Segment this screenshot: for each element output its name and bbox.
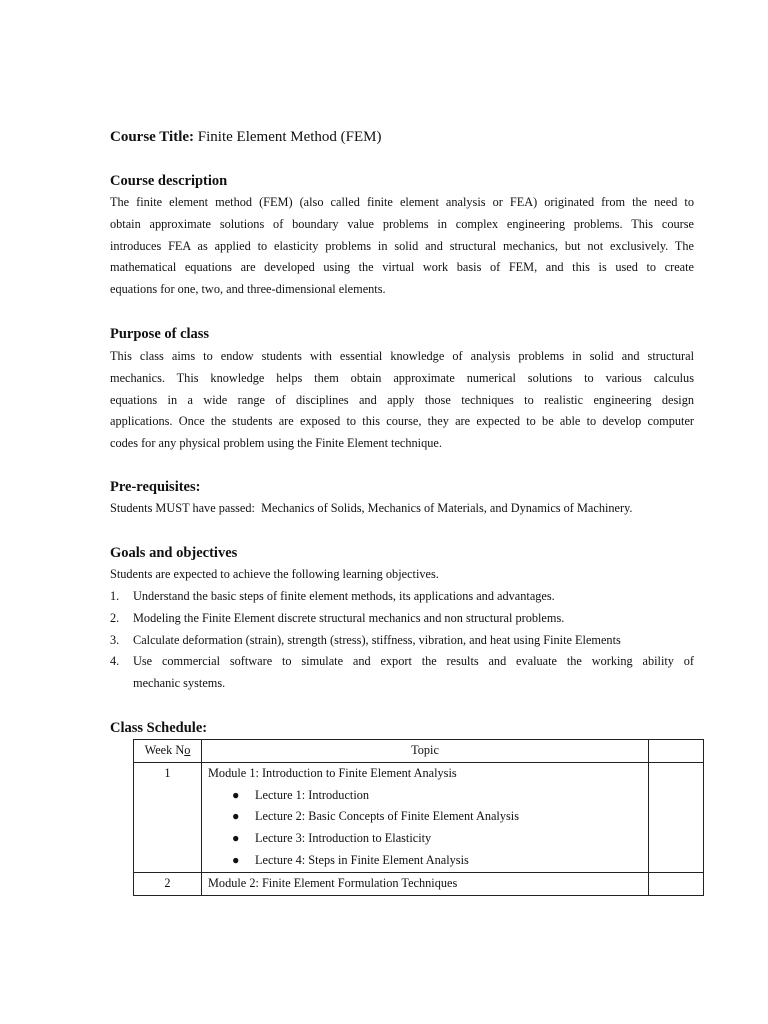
course-title-label: Course Title: [110, 129, 195, 145]
objective-text-line: mechanic systems. [133, 676, 226, 691]
lecture-item [208, 850, 642, 872]
extra-column-header [649, 740, 704, 763]
objective-number: 3. [110, 632, 120, 647]
lecture-text: Lecture 3: Introduction to Elasticity [255, 831, 432, 846]
objective-item [110, 651, 694, 695]
prerequisites-heading: Pre-requisites: [110, 479, 201, 495]
purpose-line: codes for any physical problem using the Finite Element technique. [110, 436, 442, 451]
objective-number: 2. [110, 610, 120, 625]
description-line: introduces FEA as applied to elasticity problems in solid and structural mechanics, but not exclusively. The [110, 238, 694, 253]
description-line: equations for one, two, and three-dimensional elements. [110, 282, 386, 297]
description-line: The finite element method (FEM) (also called finite element analysis or FEA) originated from the need to [110, 195, 694, 209]
goals-intro [110, 564, 694, 586]
schedule-table [133, 739, 704, 896]
week-header-suffix: o [184, 743, 191, 757]
lecture-item [208, 785, 642, 807]
objective-text [133, 651, 694, 695]
week-cell: 1 [134, 762, 202, 872]
description-line: obtain approximate solutions of boundary value problems in complex engineering problems. This course [110, 216, 694, 231]
topic-column-header: Topic [202, 740, 649, 763]
topic-cell [202, 872, 649, 895]
objective-item [110, 586, 694, 608]
bullet-icon: ● [232, 831, 240, 846]
lecture-text: Lecture 1: Introduction [255, 787, 370, 802]
goals-heading: Goals and objectives [110, 545, 238, 561]
bullet-icon: ● [232, 852, 240, 867]
module-title: Module 2: Finite Element Formulation Techniques [208, 875, 458, 890]
bullet-icon: ● [232, 809, 240, 824]
objective-number: 4. [110, 654, 120, 669]
purpose-line: mechanics. This knowledge helps them obtain approximate numerical solutions to various calculus [110, 370, 694, 385]
lecture-text: Lecture 4: Steps in Finite Element Analysis [255, 852, 469, 867]
lecture-item [208, 806, 642, 828]
course-title [110, 127, 382, 147]
table-row [134, 872, 704, 895]
objective-text: Understand the basic steps of finite element methods, its applications and advantages. [133, 589, 555, 603]
purpose-paragraph [110, 346, 694, 455]
week-cell: 2 [134, 872, 202, 895]
purpose-line: This class aims to endow students with essential knowledge of analysis problems in solid and structural [110, 349, 694, 363]
bullet-icon: ● [232, 787, 240, 802]
extra-cell [649, 762, 704, 872]
week-column-header [134, 740, 202, 763]
schedule-header-row [134, 740, 704, 763]
purpose-line: equations in a wide range of disciplines and apply those techniques to realistic engineering design [110, 392, 694, 407]
lecture-text: Lecture 2: Basic Concepts of Finite Element Analysis [255, 809, 519, 824]
prerequisites-line: Students MUST have passed: Mechanics of Solids, Mechanics of Materials, and Dynamics of Machinery. [110, 501, 633, 515]
lecture-item [208, 828, 642, 850]
schedule-heading: Class Schedule: [110, 720, 208, 736]
description-line: mathematical equations are developed using the virtual work basis of FEM, and this is used to create [110, 260, 694, 275]
lecture-list [208, 785, 642, 872]
objective-text: Modeling the Finite Element discrete structural mechanics and non structural problems. [133, 610, 565, 625]
extra-cell [649, 872, 704, 895]
objective-item [110, 608, 694, 630]
topic-cell [202, 762, 649, 872]
course-title-value: Finite Element Method (FEM) [197, 129, 382, 145]
purpose-line: applications. Once the students are exposed to this course, they are expected to be able to develop computer [110, 414, 694, 429]
objectives-list [110, 586, 694, 695]
purpose-heading: Purpose of class [110, 326, 210, 342]
description-heading: Course description [110, 173, 228, 189]
objective-text-line: Use commercial software to simulate and export the results and evaluate the working ability of [133, 654, 694, 669]
week-header-prefix: Week N [144, 743, 185, 757]
objective-text: Calculate deformation (strain), strength (stress), stiffness, vibration, and heat using Finite Elements [133, 632, 621, 647]
module-title: Module 1: Introduction to Finite Element Analysis [208, 765, 457, 780]
table-row [134, 762, 704, 872]
objective-item [110, 630, 694, 652]
goals-intro-line: Students are expected to achieve the following learning objectives. [110, 567, 439, 581]
prerequisites-text [110, 498, 694, 520]
description-paragraph [110, 192, 694, 301]
objective-number: 1. [110, 589, 120, 603]
